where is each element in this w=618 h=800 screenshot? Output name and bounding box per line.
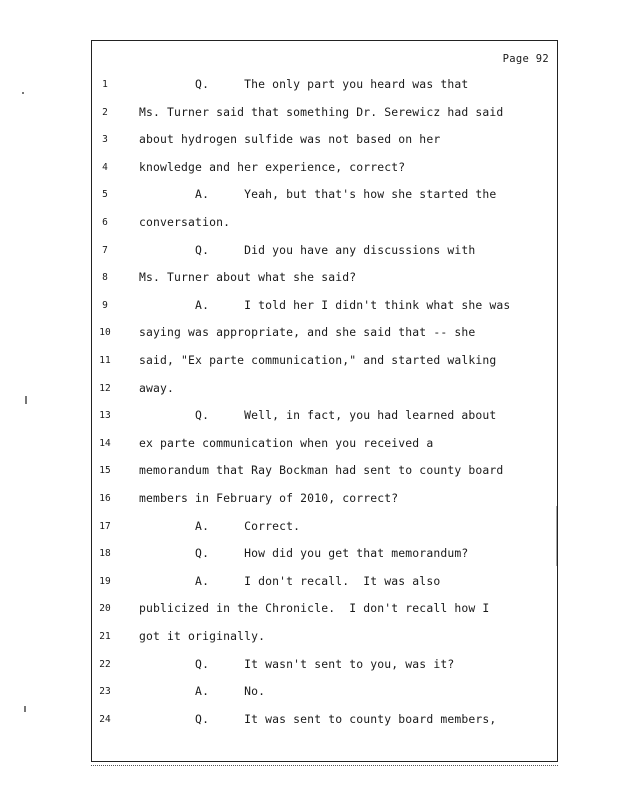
- scan-speck: [24, 706, 26, 712]
- line-text: conversation.: [139, 215, 231, 229]
- line-text: said, "Ex parte communication," and started walking: [139, 353, 497, 367]
- line-number: 14: [99, 437, 111, 449]
- transcript-line: [92, 187, 557, 207]
- line-number: 18: [99, 548, 111, 560]
- transcript-line: [92, 629, 557, 649]
- scan-speck: [25, 396, 27, 404]
- line-text: Ms. Turner said that something Dr. Serewicz had said: [139, 104, 504, 119]
- transcript-line: [92, 298, 557, 318]
- line-number: 20: [99, 603, 111, 615]
- line-text: Q. Well, in fact, you had learned about: [139, 408, 497, 423]
- line-number: 12: [99, 382, 111, 394]
- line-text: Q. It was sent to county board members,: [139, 711, 497, 726]
- line-text: knowledge and her experience, correct?: [139, 159, 406, 174]
- line-number: 2: [102, 106, 108, 118]
- line-number: 11: [99, 355, 111, 366]
- line-number: 5: [102, 189, 108, 201]
- line-number: 3: [102, 134, 108, 146]
- line-number: 13: [99, 410, 111, 422]
- scan-speck: [22, 92, 24, 94]
- line-number: 19: [99, 575, 111, 587]
- transcript-page: [91, 40, 558, 762]
- line-text: away.: [139, 380, 175, 395]
- transcript-line: [92, 77, 557, 97]
- transcript-line: [92, 463, 557, 483]
- line-text: A. Correct.: [139, 518, 301, 533]
- line-text: Q. It wasn't sent to you, was it?: [139, 656, 455, 671]
- transcript-line: [92, 601, 557, 621]
- line-number: 1: [102, 79, 108, 90]
- scan-speck: [556, 506, 557, 566]
- line-text: ex parte communication when you received a: [139, 435, 434, 450]
- transcript-line: [92, 574, 557, 594]
- line-number: 9: [102, 299, 108, 311]
- transcript-line: [92, 105, 557, 125]
- transcript-line: [92, 243, 557, 263]
- transcript-line: [92, 353, 557, 373]
- line-text: members in February of 2010, correct?: [139, 491, 399, 505]
- transcript-line: [92, 381, 557, 401]
- line-number: 17: [99, 520, 111, 532]
- line-number: 4: [102, 161, 108, 173]
- line-text: A. No.: [139, 684, 266, 699]
- line-text: Q. How did you get that memorandum?: [139, 546, 469, 561]
- line-text: publicized in the Chronicle. I don't recall how I: [139, 601, 490, 616]
- transcript-line: [92, 160, 557, 180]
- transcript-line: [92, 325, 557, 345]
- line-number: 21: [99, 631, 111, 642]
- line-text: about hydrogen sulfide was not based on her: [139, 132, 441, 147]
- transcript-line: [92, 712, 557, 732]
- transcript-line: [92, 408, 557, 428]
- transcript-line: [92, 215, 557, 235]
- line-text: Q. Did you have any discussions with: [139, 242, 476, 257]
- line-number: 10: [99, 327, 111, 339]
- line-number: 22: [99, 658, 111, 670]
- line-text: A. I told her I didn't think what she was: [139, 297, 511, 312]
- line-text: saying was appropriate, and she said that -- she: [139, 325, 476, 340]
- line-text: A. Yeah, but that's how she started the: [139, 187, 497, 202]
- transcript-line: [92, 270, 557, 290]
- transcript-line: [92, 519, 557, 539]
- transcript-line: [92, 436, 557, 456]
- line-text: memorandum that Ray Bockman had sent to county board: [139, 463, 504, 478]
- transcript-line: [92, 491, 557, 511]
- line-text: A. I don't recall. It was also: [139, 573, 441, 588]
- transcript-line: [92, 132, 557, 152]
- line-text: Q. The only part you heard was that: [139, 77, 469, 91]
- line-number: 6: [102, 217, 108, 228]
- line-number: 7: [102, 244, 108, 256]
- transcript-line: [92, 684, 557, 704]
- footer-rule: [91, 765, 558, 766]
- line-number: 16: [99, 493, 111, 504]
- line-number: 8: [102, 272, 108, 284]
- page-number: Page 92: [502, 53, 549, 65]
- transcript-line: [92, 546, 557, 566]
- line-number: 15: [99, 465, 111, 477]
- line-text: Ms. Turner about what she said?: [139, 270, 357, 285]
- line-number: 24: [99, 713, 111, 725]
- line-number: 23: [99, 686, 111, 698]
- transcript-line: [92, 657, 557, 677]
- line-text: got it originally.: [139, 629, 266, 643]
